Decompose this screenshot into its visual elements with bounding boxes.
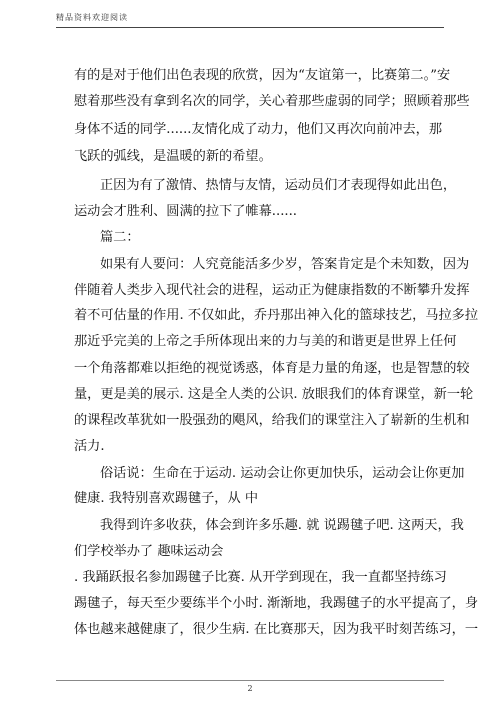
- text-line: 量，更是美的展示. 这是全人类的公识. 放眼我们的体育课堂，新一轮: [74, 387, 474, 402]
- text-line: 我得到许多收获，体会到许多乐趣. 就 说踢毽子吧. 这两天，我: [100, 518, 464, 533]
- text-line: 慰着那些没有拿到名次的同学，关心着那些虚弱的同学；照顾着那些: [74, 94, 470, 109]
- text-line: 踢毽子，每天至少要练半个小时. 渐渐地，我踢毽子的水平提高了，身: [74, 596, 479, 611]
- text-line: 有的是对于他们出色表现的欣赏，因为“友谊第一，比赛第二。”安: [74, 68, 451, 83]
- text-line: 的课程改革犹如一股强劲的飓风，给我们的课堂注入了崭新的生机和: [74, 413, 470, 428]
- text-line: 体也越来越健康了，很少生病. 在比赛那天，因为我平时刻苦练习，一: [74, 622, 479, 637]
- text-line: 着不可估量的作用. 不仅如此，乔丹那出神入化的篮球技艺，马拉多拉: [74, 308, 479, 323]
- text-line: 活力.: [74, 439, 105, 454]
- text-line: 如果有人要问：人究竟能活多少岁，答案肯定是个未知数，因为: [100, 257, 470, 272]
- text-line: 一个角落都难以拒绝的视觉诱惑，体育是力量的角逐，也是智慧的较: [74, 361, 470, 376]
- text-line: 运动会才胜利、圆满的拉下了帷幕......: [74, 204, 297, 219]
- text-line: 那近乎完美的上帝之手所体现出来的力与美的和谐更是世界上任何: [74, 334, 457, 349]
- header-divider: [56, 27, 444, 28]
- section-heading: 篇二：: [100, 230, 140, 245]
- text-line: 伴随着人类步入现代社会的进程，运动正为健康指数的不断攀升发挥: [74, 283, 470, 298]
- text-line: 俗话说：生命在于运动. 运动会让你更加快乐，运动会让你更加: [100, 466, 465, 481]
- text-line: 身体不适的同学......友情化成了动力，他们又再次向前冲去，那: [74, 122, 443, 137]
- text-line: 飞跃的弧线，是温暖的新的希望。: [74, 149, 272, 164]
- text-line: 正因为有了激情、热情与友情，运动员们才表现得如此出色，: [100, 178, 457, 193]
- text-line: 们学校举办了 趣味运动会: [74, 544, 224, 559]
- text-line: 健康. 我特别喜欢踢毽子，从 中: [74, 491, 259, 506]
- text-line: . 我踊跃报名参加踢毽子比赛. 从开学到现在，我一直都坚持练习: [74, 570, 447, 585]
- footer-divider: [56, 680, 444, 681]
- page-header: 精品资料欢迎阅读: [56, 13, 128, 22]
- page-number: 2: [247, 684, 253, 693]
